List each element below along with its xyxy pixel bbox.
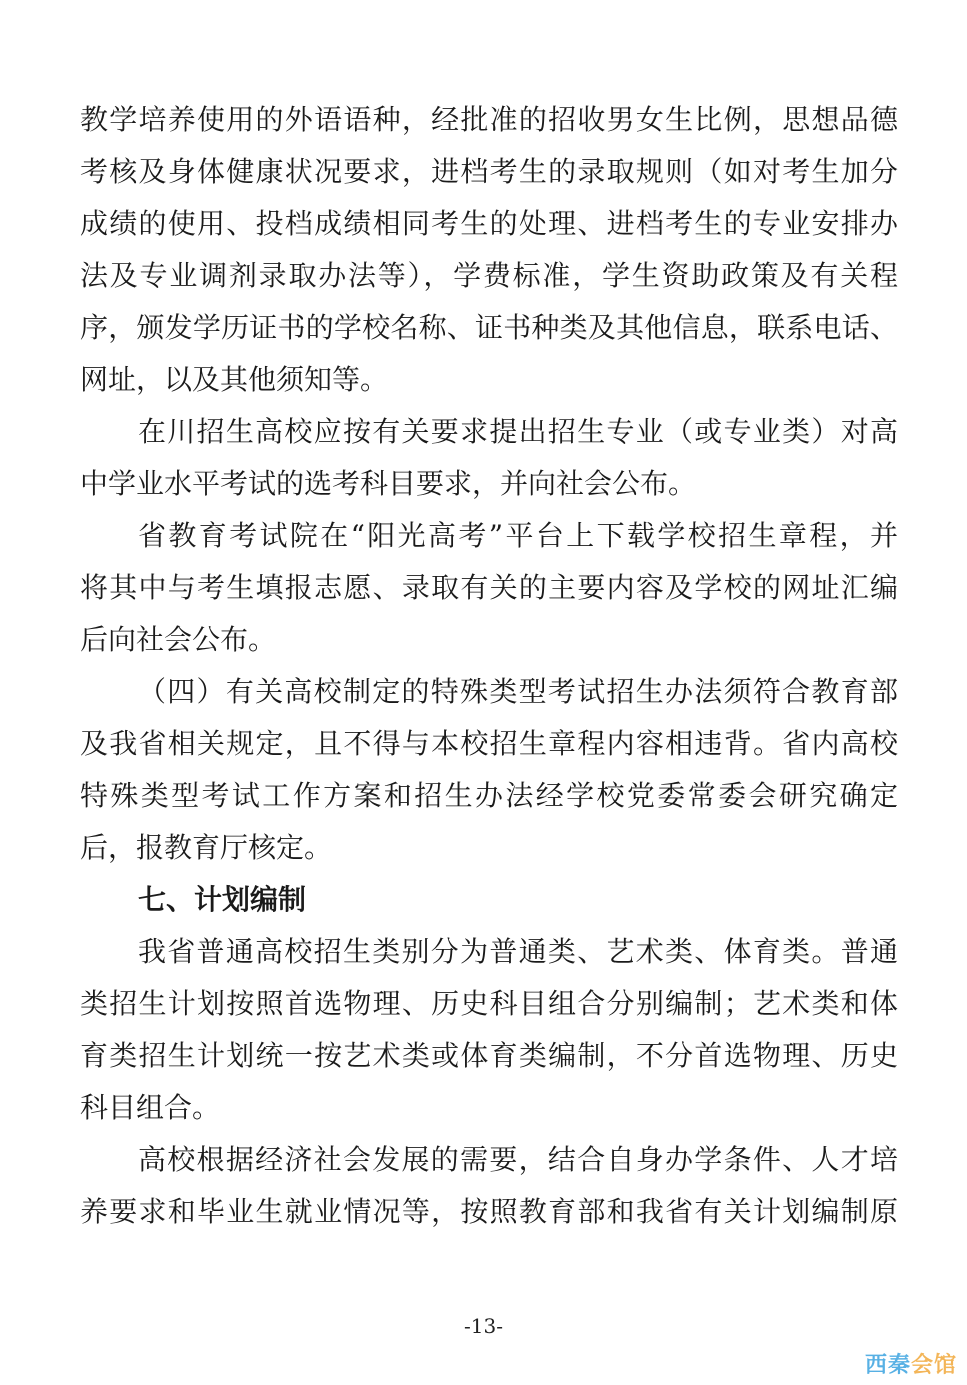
paragraph-continuation (80, 94, 898, 406)
text-line: 后向社会公布。 (80, 623, 277, 656)
text-line: 成绩的使用、投档成绩相同考生的处理、进档考生的专业安排办 (80, 207, 898, 240)
paragraph-special-admissions (80, 666, 898, 874)
text-line: 养要求和毕业生就业情况等，按照教育部和我省有关计划编制原 (80, 1195, 898, 1228)
paragraph-exam-institute (80, 510, 898, 666)
text-line: 将其中与考生填报志愿、录取有关的主要内容及学校的网址汇编 (80, 571, 898, 604)
text-line: 特殊类型考试工作方案和招生办法经学校党委常委会研究确定 (80, 779, 898, 812)
text-line: 教学培养使用的外语语种，经批准的招收男女生比例，思想品德 (80, 103, 898, 136)
text-line: 中学业水平考试的选考科目要求，并向社会公布。 (80, 467, 697, 500)
text-line: 育类招生计划统一按艺术类或体育类编制，不分首选物理、历史 (80, 1039, 898, 1072)
text-line: 在川招生高校应按有关要求提出招生专业（或专业类）对高 (138, 415, 898, 448)
paragraph-admission-categories (80, 926, 898, 1134)
text-line: 高校根据经济社会发展的需要，结合自身办学条件、人才培 (138, 1143, 898, 1176)
watermark-logo (865, 1348, 957, 1379)
text-line: （四）有关高校制定的特殊类型考试招生办法须符合教育部 (138, 675, 898, 708)
paragraph-plan-compilation (80, 1134, 898, 1238)
watermark-text: 会馆 (910, 1353, 957, 1378)
text-line: 序，颁发学历证书的学校名称、证书种类及其他信息，联系电话、 (80, 311, 898, 344)
text-line: 我省普通高校招生类别分为普通类、艺术类、体育类。普通 (138, 935, 898, 968)
text-line: 法及专业调剂录取办法等），学费标准，学生资助政策及有关程 (80, 259, 898, 292)
section-heading: 七、计划编制 (138, 883, 307, 916)
document-body (80, 94, 898, 1238)
text-line: 科目组合。 (80, 1091, 221, 1124)
page-number: -13- (464, 1314, 503, 1338)
text-line: 后，报教育厅核定。 (80, 831, 333, 864)
text-line: 及我省相关规定，且不得与本校招生章程内容相违背。省内高校 (80, 727, 898, 760)
text-line: 考核及身体健康状况要求，进档考生的录取规则（如对考生加分 (80, 155, 898, 188)
text-line: 网址，以及其他须知等。 (80, 363, 389, 396)
watermark-text: 西秦 (864, 1353, 911, 1378)
paragraph-subject-requirements (80, 406, 898, 510)
text-line: 省教育考试院在“阳光高考”平台上下载学校招生章程，并 (138, 519, 898, 552)
text-line: 类招生计划按照首选物理、历史科目组合分别编制；艺术类和体 (80, 987, 898, 1020)
